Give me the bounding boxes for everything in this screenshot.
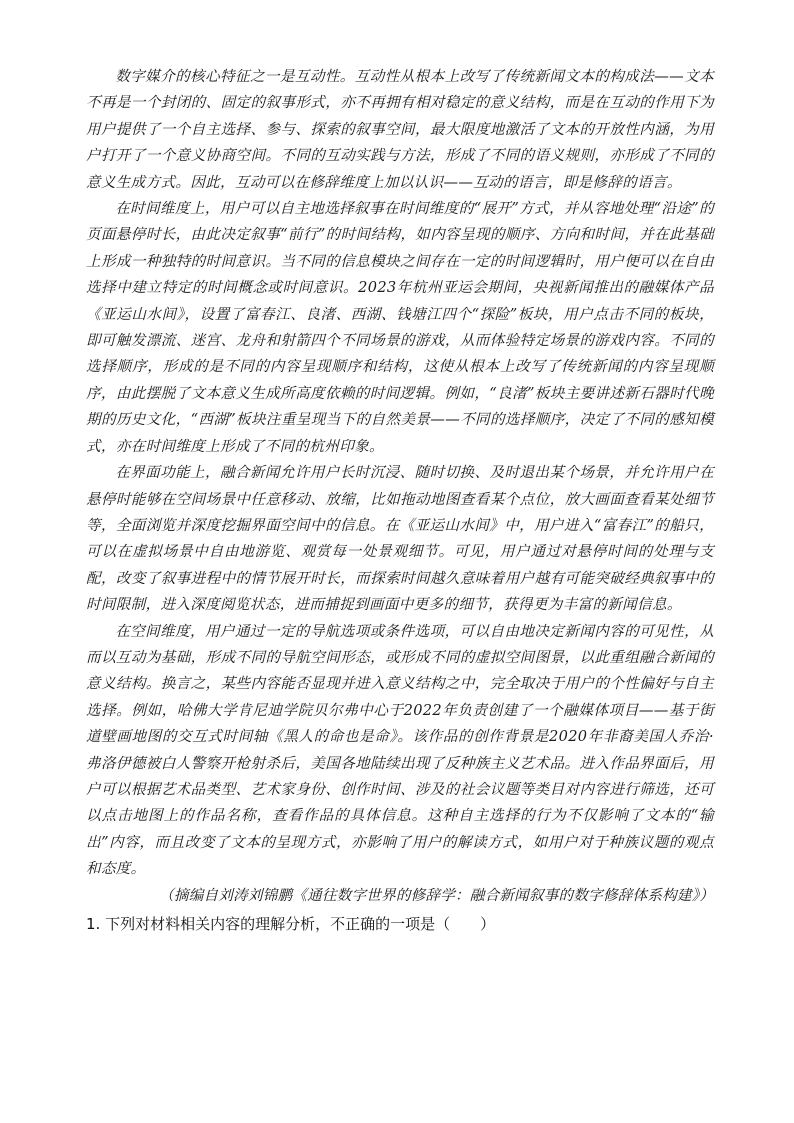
question-1: 1. 下列对材料相关内容的理解分析，不正确的一项是（ ） xyxy=(86,915,496,933)
source-citation: （摘编自刘涛刘锦鹏《通往数字世界的修辞学：融合新闻叙事的数字修辞体系构建》） xyxy=(159,886,714,904)
paragraph: 在时间维度上，用户可以自主地选择叙事在时间维度的“展开”方式，并从容地处理“沿途”的页面悬停时长，由此决定叙事“前行”的时间结构，如内容呈现的顺序、方向和时间，并在此基础上形成一种独特的时间意识。当不同的信息模块之间存在一定的时间逻辑时，用户便可以在自由选择中建立特定的时间概念或时间意识。2023年杭州亚运会期间，央视新闻推出的融媒体产品《亚运山水间》，设置了富春江、良渚、西湖、钱塘江四个“探险”板块，用户点击不同的板块，即可触发漂流、迷宫、龙舟和射箭四个不同场景的游戏，从而体验特定场景的游戏内容。不同的选择顺序，形成的是不同的内容呈现顺序和结构，这使从根本上改写了传统新闻的内容呈现顺序，由此摆脱了文本意义生成所高度依赖的时间逻辑。例如，“良渚”板块主要讲述新石器时代晚期的历史文化，“西湖”板块注重呈现当下的自然美景——不同的选择顺序，决定了不同的感知模式，亦在时间维度上形成了不同的杭州印象。 xyxy=(86,200,714,455)
paragraph: 在界面功能上，融合新闻允许用户长时沉浸、随时切换、及时退出某个场景，并允许用户在悬停时能够在空间场景中任意移动、放缩，比如拖动地图查看某个点位，放大画面查看某处细节等，全面浏览并深度挖掘界面空间中的信息。在《亚运山水间》中，用户进入“富春江”的船只，可以在虚拟场景中自由地游览、观赏每一处景观细节。可见，用户通过对悬停时间的处理与支配，改变了叙事进程中的情节展开时长，而探索时间越久意味着用户越有可能突破经典叙事中的时间限制，进入深度阅览状态，进而捕捉到画面中更多的细节，获得更为丰富的新闻信息。 xyxy=(86,464,714,614)
paragraph: 在空间维度，用户通过一定的导航选项或条件选项，可以自由地决定新闻内容的可见性，从而以互动为基础，形成不同的导航空间形态，或形成不同的虚拟空间图景，以此重组融合新闻的意义结构。换言之，某些内容能否显现并进入意义结构之中，完全取决于用户的个性偏好与自主选择。例如，哈佛大学肯尼迪学院贝尔弗中心于2022年负责创建了一个融媒体项目——基于街道壁画地图的交互式时间轴《黑人的命也是命》。该作品的创作背景是2020年非裔美国人乔治·弗洛伊德被白人警察开枪射杀后，美国各地陆续出现了反种族主义艺术品。进入作品界面后，用户可以根据艺术品类型、艺术家身份、创作时间、涉及的社会议题等类目对内容进行筛选，还可以点击地图上的作品名称，查看作品的具体信息。这种自主选择的行为不仅影响了文本的“输出”内容，而且改变了文本的呈现方式，亦影响了用户的解读方式，如用户对于种族议题的观点和态度。 xyxy=(86,622,714,878)
paragraph: 数字媒介的核心特征之一是互动性。互动性从根本上改写了传统新闻文本的构成法——文本不再是一个封闭的、固定的叙事形式，亦不再拥有相对稳定的意义结构，而是在互动的作用下为用户提供了一个自主选择、参与、探索的叙事空间，最大限度地激活了文本的开放性内涵，为用户打开了一个意义协商空间。不同的互动实践与方法，形成了不同的语义规则，亦形成了不同的意义生成方式。因此，互动可以在修辞维度上加以认识——互动的语言，即是修辞的语言。 xyxy=(86,68,714,191)
article-body xyxy=(86,64,714,937)
